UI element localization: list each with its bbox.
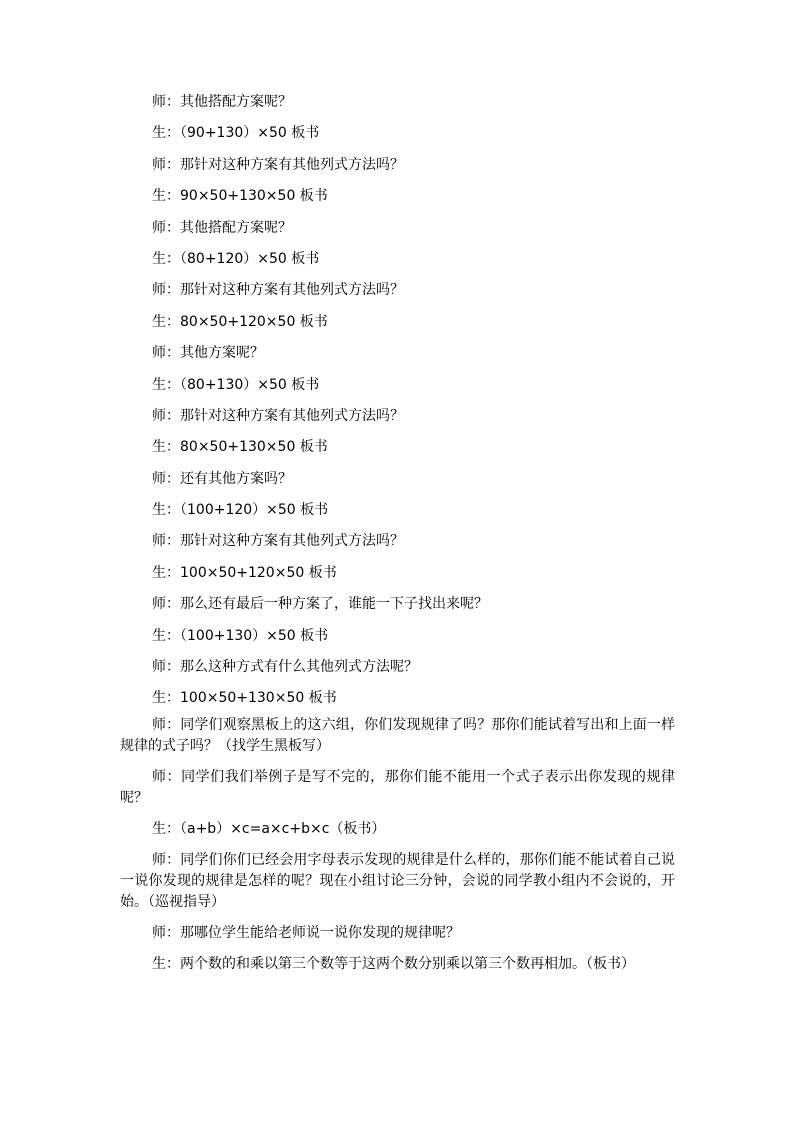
dialogue-paragraph: 生：（a+b）×c=a×c+b×c（板书） xyxy=(152,821,386,838)
dialogue-line: 生：90×50+130×50 板书 xyxy=(152,188,328,205)
dialogue-line: 生：（90+130）×50 板书 xyxy=(152,125,320,142)
dialogue-paragraph: 师：同学们你们已经会用字母表示发现的规律是什么样的，那你们能不能试着自己说一说你发现的规律是怎样的呢？现在小组讨论三分钟，会说的同学教小组内不会说的，开始。（巡视指导） xyxy=(120,852,675,911)
document-body xyxy=(120,92,675,985)
dialogue-line: 生：80×50+130×50 板书 xyxy=(152,439,328,456)
dialogue-line: 师：其他方案呢？ xyxy=(152,345,264,362)
dialogue-line: 师：那针对这种方案有其他列式方法吗？ xyxy=(152,156,404,173)
dialogue-line: 师：那针对这种方案有其他列式方法吗？ xyxy=(152,282,404,299)
dialogue-line: 师：还有其他方案吗？ xyxy=(152,470,292,487)
dialogue-paragraph: 师：同学们我们举例子是写不完的，那你们能不能用一个式子表示出你发现的规律呢？ xyxy=(120,769,675,807)
dialogue-line: 师：那么这种方式有什么其他列式方法呢？ xyxy=(152,659,418,676)
dialogue-line: 生：（80+130）×50 板书 xyxy=(152,376,320,393)
dialogue-line: 生：（100+120）×50 板书 xyxy=(152,502,329,519)
dialogue-line: 师：那么还有最后一种方案了，谁能一下子找出来呢？ xyxy=(152,596,488,613)
dialogue-line: 师：其他搭配方案呢？ xyxy=(152,219,292,236)
dialogue-line: 生：（80+120）×50 板书 xyxy=(152,250,320,267)
dialogue-paragraph: 师：那哪位学生能给老师说一说你发现的规律呢？ xyxy=(152,925,460,942)
dialogue-line: 生：80×50+120×50 板书 xyxy=(152,313,328,330)
dialogue-line: 师：那针对这种方案有其他列式方法吗？ xyxy=(152,407,404,424)
dialogue-paragraph: 生：两个数的和乘以第三个数等于这两个数分别乘以第三个数再相加。（板书） xyxy=(152,956,635,973)
dialogue-line: 生：（100+130）×50 板书 xyxy=(152,627,329,644)
dialogue-line: 生：100×50+130×50 板书 xyxy=(152,690,337,707)
dialogue-line: 师：那针对这种方案有其他列式方法吗？ xyxy=(152,533,404,550)
dialogue-line: 师：其他搭配方案呢？ xyxy=(152,94,292,110)
dialogue-line: 生：100×50+120×50 板书 xyxy=(152,564,337,581)
dialogue-paragraph: 师：同学们观察黑板上的这六组，你们发现规律了吗？那你们能试着写出和上面一样规律的式子吗？（找学生黑板写） xyxy=(120,717,675,755)
